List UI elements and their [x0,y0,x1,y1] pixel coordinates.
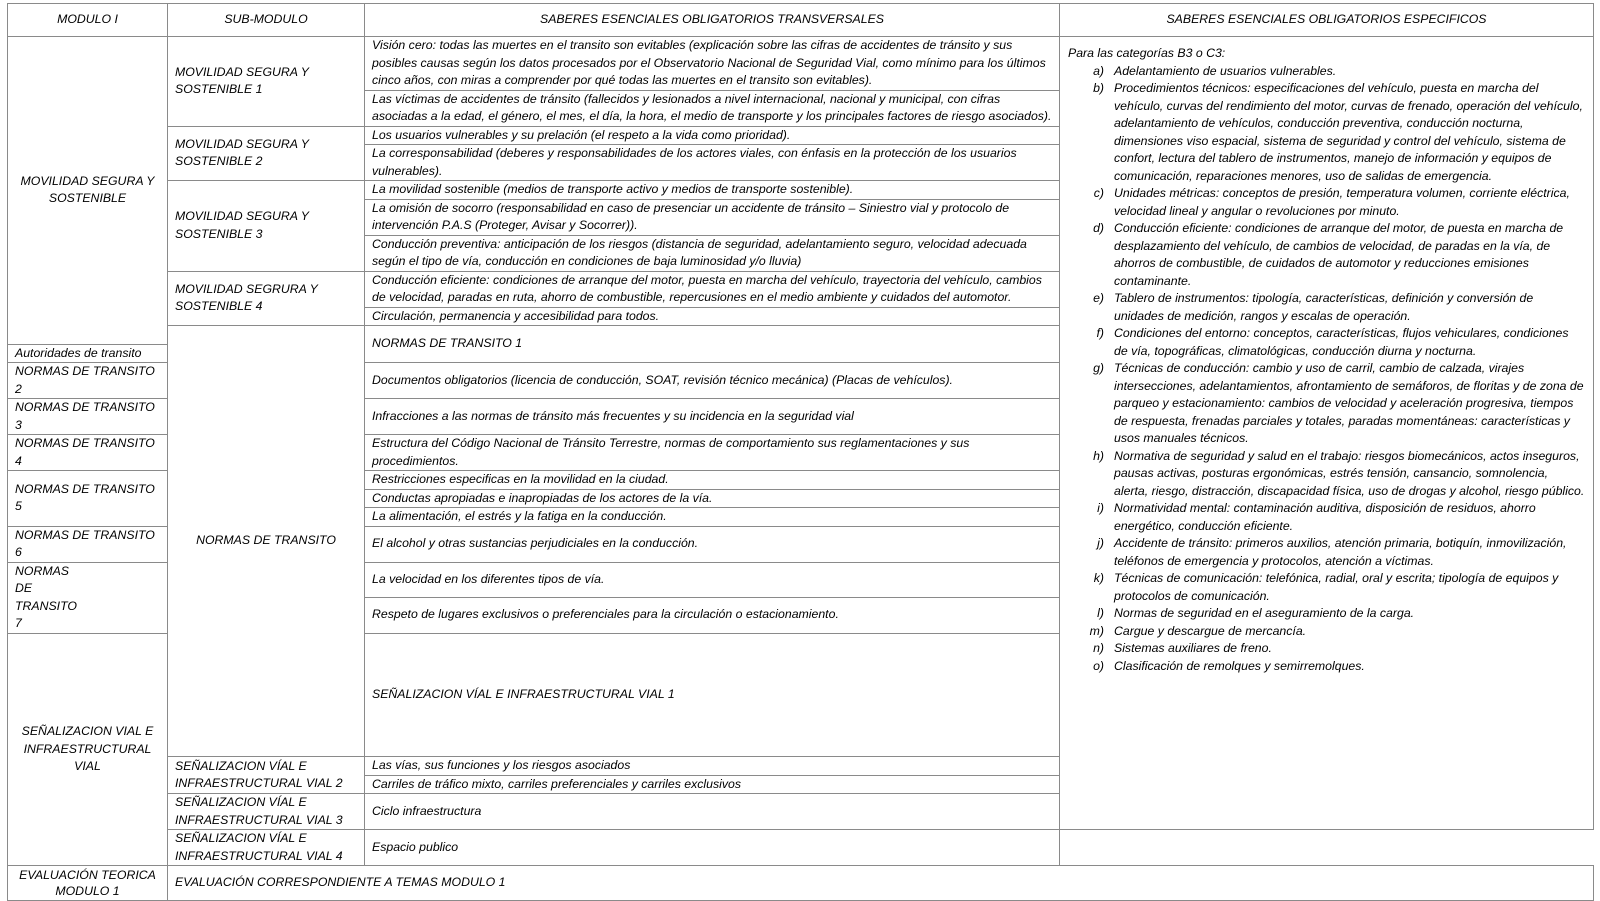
header-submodulo: SUB-MODULO [168,4,365,37]
module-evaluacion: EVALUACIÓN TEORICA MODULO 1 [8,866,168,901]
especificos-item-text: Adelantamiento de usuarios vulnerables. [1114,63,1337,78]
submodule-nt4: NORMAS DE TRANSITO 4 [8,435,168,471]
especificos-item [1068,185,1585,220]
especificos-item-text: Sistemas auxiliares de freno. [1114,641,1272,655]
especificos-item-text: Cargue y descargue de mercancía. [1114,623,1307,638]
especificos-item-text: Accidente de tránsito: primeros auxilios, atención primaria, botiquín, inmovilización, teléfonos de emergencia y protocolos, atención a víctimas. [1114,536,1567,568]
especificos-item-letter: b) [1093,81,1104,95]
especificos-item-text: Condiciones del entorno: conceptos, características, flujos vehiculares, condiciones de vía, topográficas, climatológicas, conducción diurna y nocturna. [1114,326,1569,358]
especificos-item-text: Procedimientos técnicos: especificaciones del vehículo, puesta en marcha del vehículo, curvas del rendimiento del motor, curvas de frenado, operación del vehículo, adelantamiento de vehículos, conducción preventiva, conducción nocturna, dimensiones viso espacial, sistema de seguridad y control del vehículo, sistema de confort, lectura del tablero de instrumentos, manejo de información y equipos de comunicación, reparaciones menores, uso de salidas de emergencia. [1114,81,1583,183]
topic-cell: Conducción eficiente: condiciones de arranque del motor, puesta en marcha del vehículo, trayectoria del vehículo, cambios de velocidad, paradas en ruta, ahorro de combustible, repercusiones en el medio ambiente y cuidados del automotor. [365,271,1060,307]
topic-cell: Restricciones especificas en la movilidad en la ciudad. [365,471,1060,490]
topic-cell: Conductas apropiadas e inapropiadas de los actores de la vía. [365,489,1060,508]
topic-cell: Los usuarios vulnerables y su prelación (el respeto a la vida como prioridad). [365,126,1060,145]
header-modulo: MODULO I [8,4,168,37]
especificos-item [1068,658,1585,676]
topic-cell: Autoridades de transito [8,344,168,363]
especificos-item [1068,448,1585,501]
table-row [8,866,1594,901]
topic-cell: Infracciones a las normas de tránsito más frecuentes y su incidencia en la seguridad vial [365,399,1060,435]
submodule-ms1: MOVILIDAD SEGURA Y SOSTENIBLE 1 [168,37,365,127]
module-movilidad: MOVILIDAD SEGURA Y SOSTENIBLE [8,37,168,345]
especificos-item-letter: l) [1097,606,1104,620]
table-row [8,37,1594,91]
submodule-sv4: SEÑALIZACION VÍAL E INFRAESTRUCTURAL VIAL 4 [168,830,365,866]
topic-cell: Circulación, permanencia y accesibilidad para todos. [365,307,1060,326]
topic-cell: Estructura del Código Nacional de Tránsito Terrestre, normas de comportamiento sus reglamentaciones y sus procedimientos. [365,435,1060,471]
especificos-item [1068,535,1585,570]
submodule-sv3: SEÑALIZACION VÍAL E INFRAESTRUCTURAL VIAL 3 [168,794,365,830]
header-row [8,4,1594,37]
especificos-item-text: Tablero de instrumentos: tipología, características, definición y conversión de unidades de medición, rangos y escalas de operación. [1114,291,1534,323]
especificos-list [1068,63,1585,676]
header-transversales: SABERES ESENCIALES OBLIGATORIOS TRANSVERSALES [365,4,1060,37]
especificos-item [1068,80,1585,185]
especificos-item [1068,290,1585,325]
especificos-item [1068,500,1585,535]
module-normas: NORMAS DE TRANSITO [168,326,365,757]
submodule-nt3: NORMAS DE TRANSITO 3 [8,399,168,435]
especificos-item-text: Técnicas de conducción: cambio y uso de carril, cambio de calzada, virajes intersecciones, adelantamientos, afrontamiento de semáforos, de floritas y de zona de parqueo y estacionamiento: cambios de velocidad y aceleración progresiva, tiempos de respuesta, frenadas parciales y totales, paradas momentáneas: características y usos manuales técnicos. [1114,361,1584,445]
topic-cell: Visión cero: todas las muertes en el transito son evitables (explicación sobre las cifras de accidentes de tránsito y sus posibles causas según los datos procesados por el Observatorio Nacional de Seguridad Vial, como mínimo para los últimos cinco años, con miras a comprender por qué todas las muertes en el transito son evitables). [365,37,1060,91]
submodule-nt1: NORMAS DE TRANSITO 1 [365,326,1060,363]
especificos-item-letter: i) [1097,501,1104,515]
especificos-item-letter: c) [1093,186,1104,200]
submodule-ms2: MOVILIDAD SEGURA Y SOSTENIBLE 2 [168,126,365,181]
especificos-item-text: Normativa de seguridad y salud en el trabajo: riesgos biomecánicos, actos inseguros, pausas activas, posturas ergonómicas, estrés tensión, cansancio, somnolencia, alerta, riesgo, distracción, discapacidad física, uso de drogas y alcohol, riesgo público. [1114,448,1585,498]
especificos-item-letter: j) [1097,536,1104,550]
especificos-item [1068,623,1585,641]
especificos-item [1068,570,1585,605]
topic-cell: Las víctimas de accidentes de tránsito (fallecidos y lesionados a nivel internacional, nacional y municipal, con cifras asociadas a la edad, el género, el mes, el día, la hora, el medio de transporte y los principales factores de riesgo asociados). [365,90,1060,126]
especificos-item-text: Conducción eficiente: condiciones de arranque del motor, de puesta en marcha de desplazamiento del vehículo, de cambios de velocidad, de paradas en la vía, de ahorros de combustible, de cuidados de automotor y reducciones emisiones contaminante. [1114,221,1564,288]
especificos-item-text: Normas de seguridad en el aseguramiento de la carga. [1114,606,1415,620]
curriculum-table [7,3,1594,901]
especificos-item [1068,220,1585,290]
submodule-ms4: MOVILIDAD SEGRURA Y SOSTENIBLE 4 [168,271,365,326]
especificos-item-text: Unidades métricas: conceptos de presión, temperatura volumen, corriente eléctrica, velocidad lineal y angular o revoluciones por minuto. [1114,186,1570,218]
topic-cell: La alimentación, el estrés y la fatiga en la conducción. [365,508,1060,527]
topic-cell: Carriles de tráfico mixto, carriles preferenciales y carriles exclusivos [365,775,1060,794]
especificos-item [1068,605,1585,623]
topic-cell: Ciclo infraestructura [365,794,1060,830]
topic-cell: Conducción preventiva: anticipación de los riesgos (distancia de seguridad, adelantamiento seguro, velocidad adecuada según el tipo de vía, conducción en condiciones de baja luminosidad y/o lluvia) [365,235,1060,271]
especificos-item-letter: f) [1096,326,1104,340]
especificos-intro: Para las categorías B3 o C3: [1068,46,1226,60]
especificos-item-letter: n) [1093,641,1104,655]
topic-cell: La velocidad en los diferentes tipos de vía. [365,562,1060,597]
especificos-item-letter: m) [1089,623,1104,638]
module-senalizacion: SEÑALIZACION VIAL E INFRAESTRUCTURAL VIAL [8,633,168,866]
especificos-item [1068,63,1585,81]
table-row [8,830,1594,866]
especificos-item-text: Técnicas de comunicación: telefónica, radial, oral y escrita; tipología de equipos y protocolos de comunicación. [1114,571,1559,603]
submodule-nt2: NORMAS DE TRANSITO 2 [8,363,168,399]
submodule-nt5: NORMAS DE TRANSITO 5 [8,471,168,527]
especificos-item-letter: a) [1093,63,1104,78]
topic-cell: El alcohol y otras sustancias perjudiciales en la conducción. [365,526,1060,562]
submodule-sv1: SEÑALIZACION VÍAL E INFRAESTRUCTURAL VIAL 1 [365,633,1060,757]
especificos-item-letter: g) [1093,361,1104,375]
especificos-cell [1060,37,1594,830]
especificos-item [1068,360,1585,448]
submodule-nt6: NORMAS DE TRANSITO 6 [8,526,168,562]
topic-cell: La omisión de socorro (responsabilidad en caso de presenciar un accidente de tránsito – Siniestro vial y protocolo de intervención P.A.S (Proteger, Avisar y Socorrer)). [365,199,1060,235]
especificos-item-letter: o) [1093,658,1104,673]
especificos-item [1068,640,1585,658]
especificos-item-text: Clasificación de remolques y semirremolques. [1114,658,1365,673]
topic-cell: Documentos obligatorios (licencia de conducción, SOAT, revisión técnico mecánica) (Placas de vehículos). [365,363,1060,399]
especificos-item-letter: k) [1093,571,1104,585]
header-especificos: SABERES ESENCIALES OBLIGATORIOS ESPECIFICOS [1060,4,1594,37]
topic-cell: Respeto de lugares exclusivos o preferenciales para la circulación o estacionamiento. [365,597,1060,633]
submodule-ms3: MOVILIDAD SEGURA Y SOSTENIBLE 3 [168,181,365,272]
especificos-item-text: Normatividad mental: contaminación auditiva, disposición de residuos, ahorro energético, conducción eficiente. [1114,501,1536,533]
topic-cell: Espacio publico [365,830,1060,866]
especificos-item-letter: h) [1093,448,1104,463]
especificos-item-letter: e) [1093,291,1104,305]
topic-cell: La movilidad sostenible (medios de transporte activo y medios de transporte sostenible). [365,181,1060,200]
submodule-nt7: NORMAS DE TRANSITO 7 [8,562,168,633]
topic-cell: Las vías, sus funciones y los riesgos asociados [365,757,1060,776]
evaluacion-text: EVALUACIÓN CORRESPONDIENTE A TEMAS MODULO 1 [168,866,1594,901]
submodule-sv2: SEÑALIZACION VÍAL E INFRAESTRUCTURAL VIAL 2 [168,757,365,794]
especificos-item [1068,325,1585,360]
topic-cell: La corresponsabilidad (deberes y responsabilidades de los actores viales, con énfasis en la protección de los usuarios vulnerables). [365,145,1060,181]
especificos-item-letter: d) [1093,221,1104,235]
